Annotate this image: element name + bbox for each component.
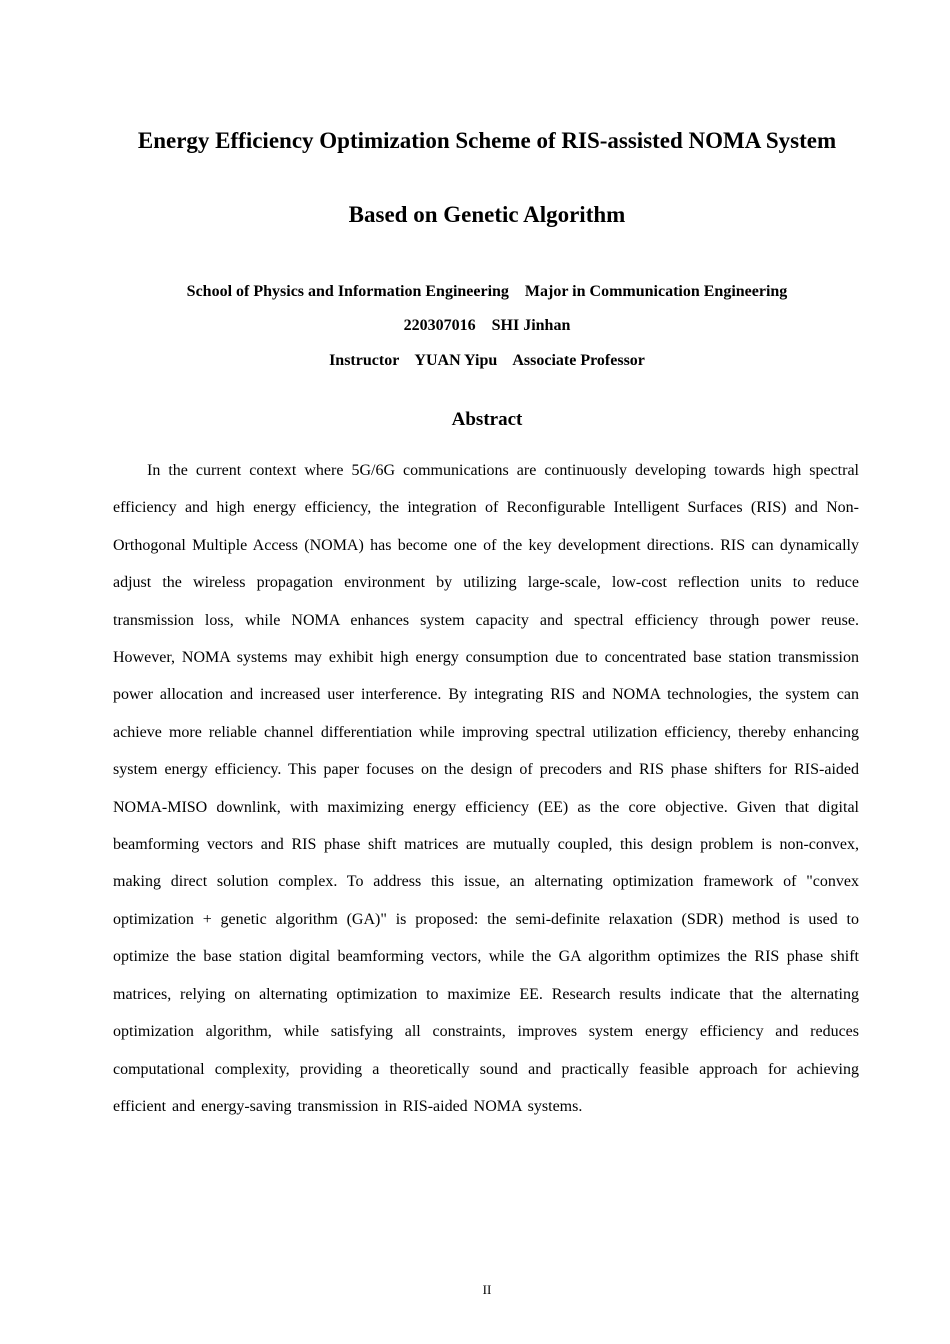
paper-title-line-2: Based on Genetic Algorithm <box>348 202 626 227</box>
affiliation-line: School of Physics and Information Engineering Major in Communication Engineering <box>186 283 788 300</box>
page-number: II <box>482 1282 492 1297</box>
abstract-body: In the current context where 5G/6G communications are continuously developing towards high spectral efficiency and high energy efficiency, the integration of Reconfigurable Intelligent Surfaces (RIS) and Non-Orthogonal Multiple Access (NOMA) has become one of the key development directions. RIS can dynamically adjust the wireless propagation environment by utilizing large-scale, low-cost reflection units to reduce transmission loss, while NOMA enhances system capacity and spectral efficiency through power reuse. However, NOMA systems may exhibit high energy consumption due to concentrated base station transmission power allocation and increased user interference. By integrating RIS and NOMA technologies, the system can achieve more reliable channel differentiation while improving spectral utilization efficiency, thereby enhancing system energy efficiency. This paper focuses on the design of precoders and RIS phase shifters for RIS-aided NOMA-MISO downlink, with maximizing energy efficiency (EE) as the core objective. Given that digital beamforming vectors and RIS phase shift matrices are mutually coupled, this design problem is non-convex, making direct solution complex. To address this issue, an alternating optimization framework of "convex optimization + genetic algorithm (GA)" is proposed: the semi-definite relaxation (SDR) method is used to optimize the base station digital beamforming vectors, while the GA algorithm optimizes the RIS phase shift matrices, relying on alternating optimization to maximize EE. Research results indicate that the alternating optimization algorithm, while satisfying all constraints, improves system energy efficiency and reduces computational complexity, providing a theoretically sound and practically feasible approach for achieving efficient and energy-saving transmission in RIS-aided NOMA systems. <box>113 462 859 1115</box>
paper-title-line-1: Energy Efficiency Optimization Scheme of RIS-assisted NOMA System <box>137 128 837 153</box>
student-line: 220307016 SHI Jinhan <box>403 317 571 334</box>
instructor-line: Instructor YUAN Yipu Associate Professor <box>329 352 645 369</box>
abstract-heading: Abstract <box>451 409 523 430</box>
